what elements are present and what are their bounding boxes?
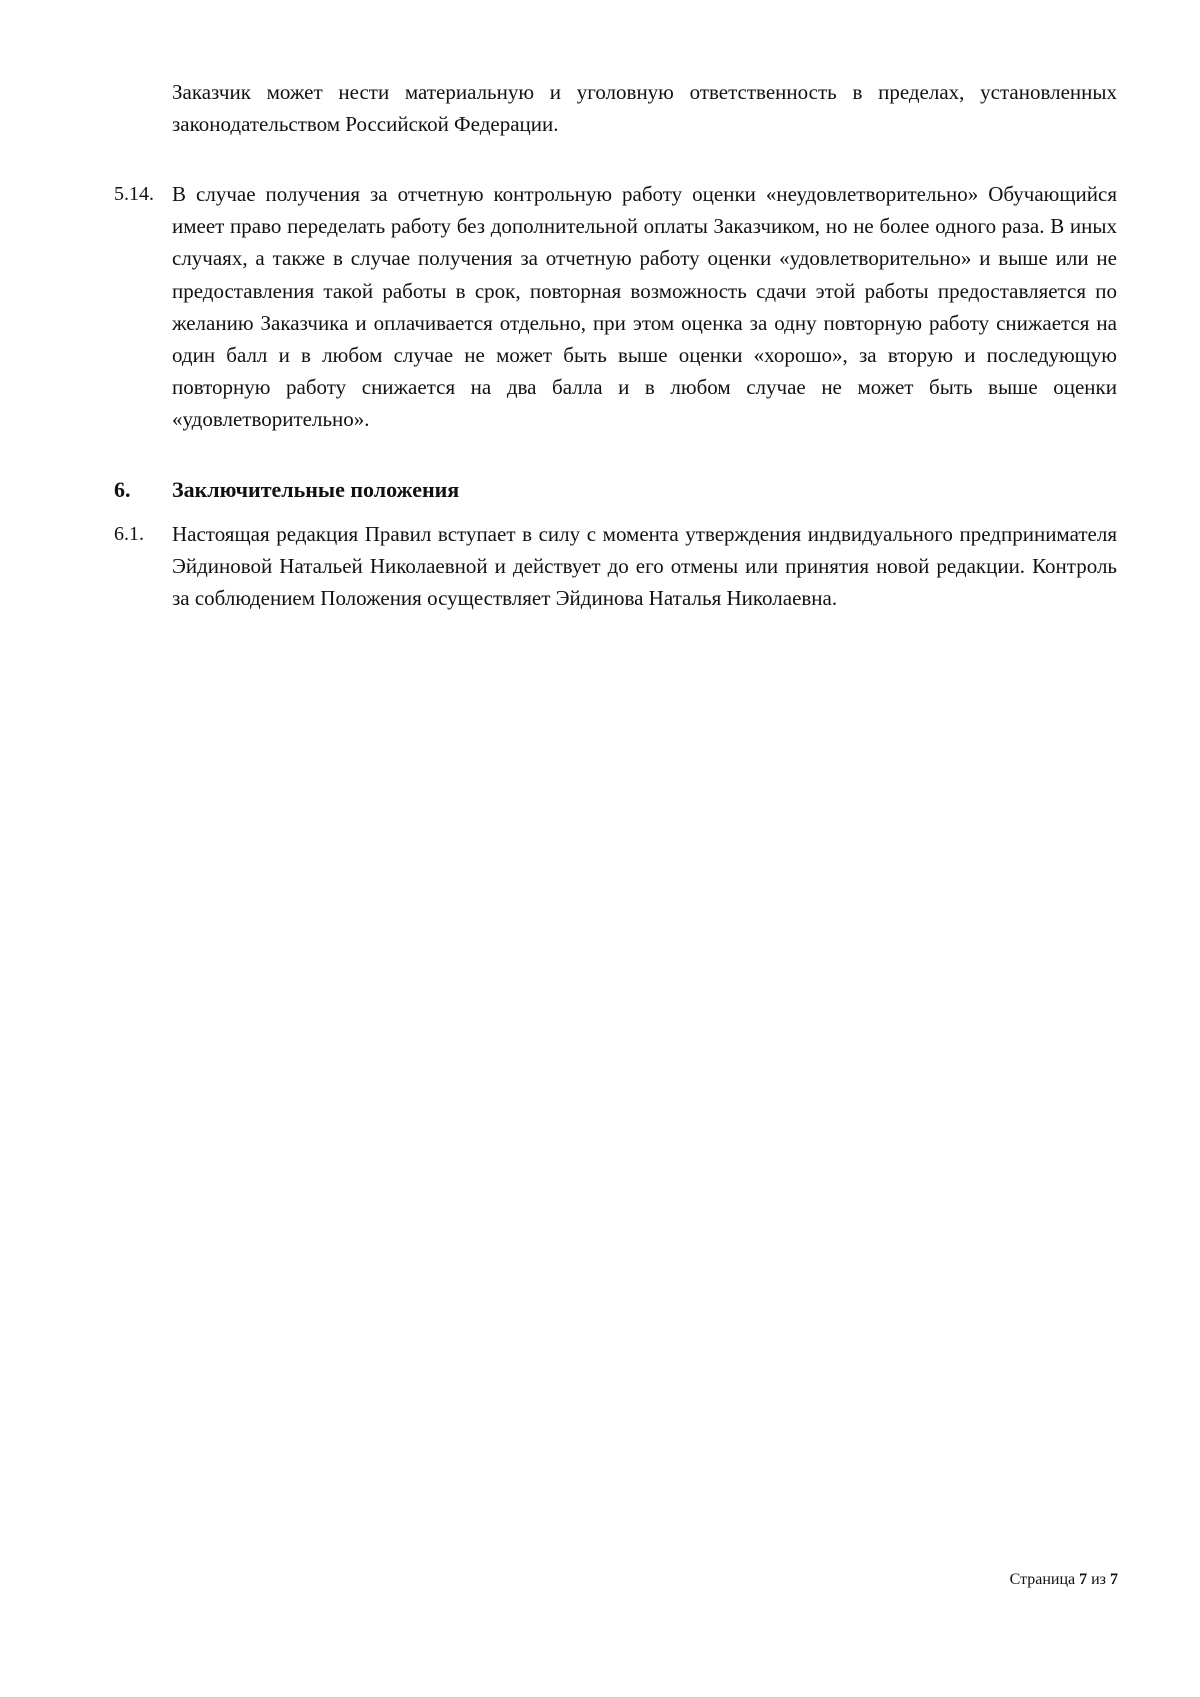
clause-6-1-text: Настоящая редакция Правил вступает в силу с момента утверждения индвидуального предпринимателя Эйдиновой Натальей Николаевной и действует до его отмены или принятия новой редакции. Контроль за соблюдением Положения осуществляет Эйдинова Наталья Николаевна. [172, 522, 1117, 611]
clause-6-1-number: 6.1. [114, 523, 144, 545]
section-6-title: Заключительные положения [172, 477, 460, 502]
total-pages-number: 7 [1110, 1571, 1118, 1588]
clause-5-14-number: 5.14. [114, 183, 154, 205]
section-6-number: 6. [114, 477, 131, 502]
clause-5-14-text: В случае получения за отчетную контрольную работу оценки «неудовлетворительно» Обучающийся имеет право переделать работу без дополнительной оплаты Заказчиком, но не более одного раза. В иных случаях, а также в случае получения за отчетную работу оценки «удовлетворительно» и выше или не предоставления такой работы в срок, повторная возможность сдачи этой работы предоставляется по желанию Заказчика и оплачивается отдельно, при этом оценка за одну повторную работу снижается на один балл и в любом случае не может быть выше оценки «хорошо», за вторую и последующую повторную работу снижается на два балла и в любом случае не может быть выше оценки «удовлетворительно». [172, 182, 1117, 432]
page-label: Страница [1009, 1571, 1076, 1588]
continuation-paragraph: Заказчик может нести материальную и уголовную ответственность в пределах, установленных законодательством Российской Федерации. [172, 80, 1117, 137]
page-footer [1010, 1570, 1118, 1590]
of-label: из [1091, 1571, 1106, 1588]
current-page-number: 7 [1079, 1571, 1088, 1588]
